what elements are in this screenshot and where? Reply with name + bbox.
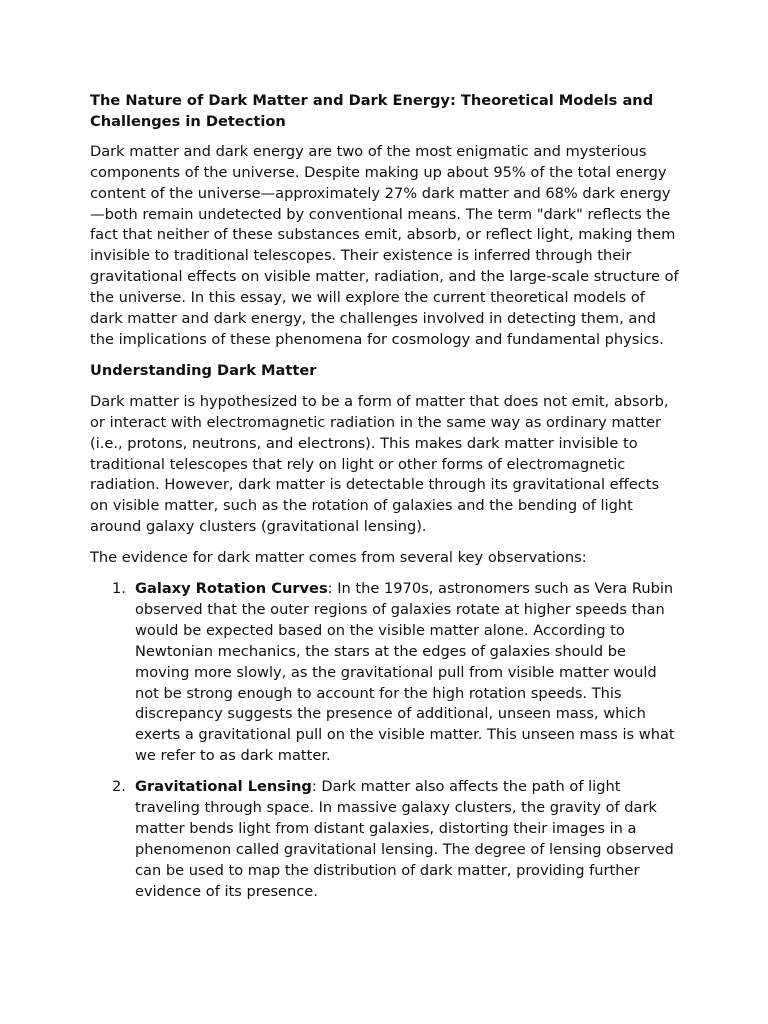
evidence-list — [90, 579, 680, 903]
evidence-intro: The evidence for dark matter comes from several key observations: — [90, 549, 587, 567]
list-item-number: 2. — [112, 778, 126, 796]
list-item — [90, 579, 680, 767]
section-heading: Understanding Dark Matter — [90, 361, 317, 379]
list-item — [90, 777, 680, 902]
document-title: The Nature of Dark Matter and Dark Energy: Theoretical Models and Challenges in Detection — [90, 92, 654, 130]
document-page — [90, 91, 680, 913]
intro-paragraph: Dark matter and dark energy are two of the most enigmatic and mysterious components of the universe. Despite making up about 95% of the total energy content of the universe—approximately 27% dark matter and 68% dark energy—both remain undetected by conventional means. The term "dark" reflects the fact that neither of these substances emit, absorb, or reflect light, making them invisible to traditional telescopes. Their existence is inferred through their gravitational effects on visible matter, radiation, and the large-scale structure of the universe. In this essay, we will explore the current theoretical models of dark matter and dark energy, the challenges involved in detecting them, and the implications of these phenomena for cosmology and fundamental physics. — [90, 142, 679, 348]
list-item-text: : Dark matter also affects the path of light traveling through space. In massive galaxy clusters, the gravity of dark matter bends light from distant galaxies, distorting their images in a phenomenon called gravitational lensing. The degree of lensing observed can be used to map the distribution of dark matter, providing further evidence of its presence. — [135, 778, 674, 900]
list-item-term: Galaxy Rotation Curves — [135, 580, 328, 598]
list-item-term: Gravitational Lensing — [135, 778, 312, 796]
list-item-number: 1. — [112, 580, 126, 598]
list-item-text: : In the 1970s, astronomers such as Vera Rubin observed that the outer regions of galaxies rotate at higher speeds than would be expected based on the visible matter alone. According to Newtonian mechanics, the stars at the edges of galaxies should be moving more slowly, as the gravitational pull from visible matter would not be strong enough to account for the high rotation speeds. This discrepancy suggests the presence of additional, unseen mass, which exerts a gravitational pull on the visible matter. This unseen mass is what we refer to as dark matter. — [135, 580, 675, 765]
section-paragraph: Dark matter is hypothesized to be a form of matter that does not emit, absorb, or interact with electromagnetic radiation in the same way as ordinary matter (i.e., protons, neutrons, and electrons). This makes dark matter invisible to traditional telescopes that rely on light or other forms of electromagnetic radiation. However, dark matter is detectable through its gravitational effects on visible matter, such as the rotation of galaxies and the bending of light around galaxy clusters (gravitational lensing). — [90, 392, 669, 536]
